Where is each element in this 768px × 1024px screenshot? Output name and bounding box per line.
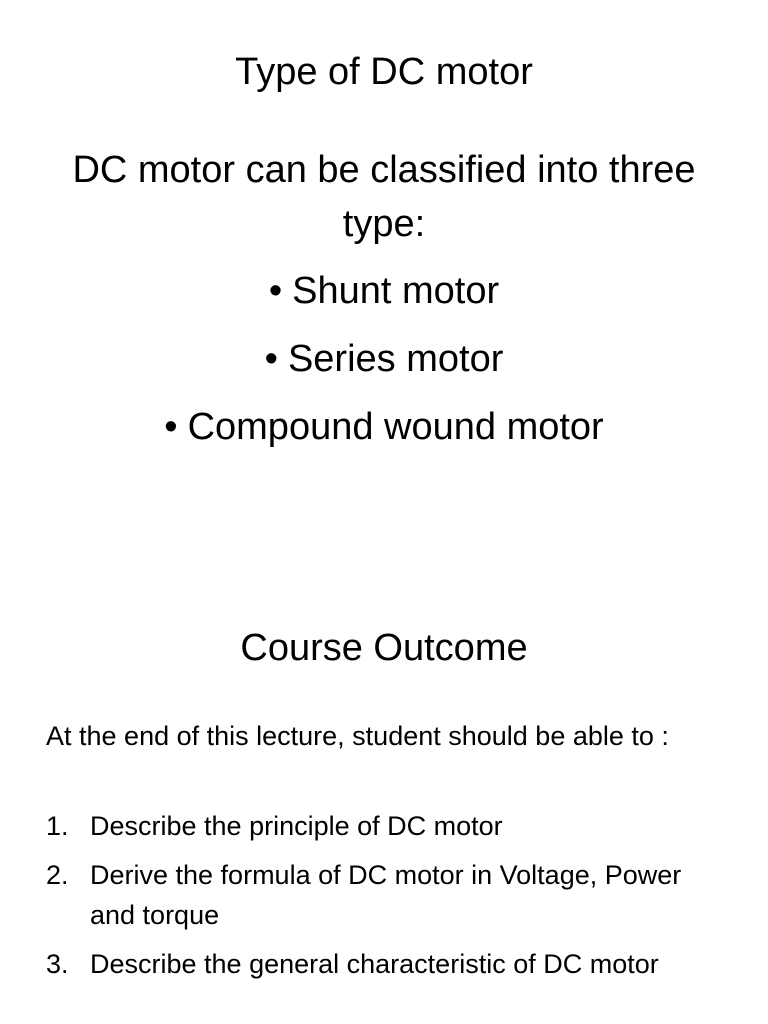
slide-intro-text: DC motor can be classified into three type: <box>72 149 696 245</box>
slide-title: Course Outcome <box>240 627 528 669</box>
outcome-item-formula <box>46 855 716 935</box>
bullet-icon: • <box>264 338 278 380</box>
list-item-series-motor <box>0 334 768 384</box>
list-item-label: Shunt motor <box>292 270 500 312</box>
list-item-label: Compound wound motor <box>187 406 604 448</box>
outcome-item-principle <box>46 806 716 846</box>
outcome-text: Describe the principle of DC motor <box>90 811 503 841</box>
bullet-icon: • <box>268 270 283 312</box>
list-item-label: Series motor <box>287 338 504 380</box>
slide-intro-text: At the end of this lecture, student should be able to : <box>46 721 669 751</box>
slide-title: Type of DC motor <box>235 51 533 93</box>
outcome-number: 3. <box>46 949 69 979</box>
outcome-text: Describe the general characteristic of DC motor <box>90 949 659 979</box>
outcome-number: 2. <box>46 860 69 890</box>
list-item-compound-wound-motor <box>0 402 768 452</box>
outcome-text: Derive the formula of DC motor in Voltage, Power and torque <box>90 860 682 930</box>
slide-course-outcome <box>0 560 768 1024</box>
outcome-list <box>46 806 716 993</box>
list-item-shunt-motor <box>0 266 768 316</box>
motor-type-list <box>0 266 768 470</box>
bullet-icon: • <box>164 406 178 448</box>
outcome-item-characteristic <box>46 944 716 984</box>
outcome-number: 1. <box>46 811 69 841</box>
